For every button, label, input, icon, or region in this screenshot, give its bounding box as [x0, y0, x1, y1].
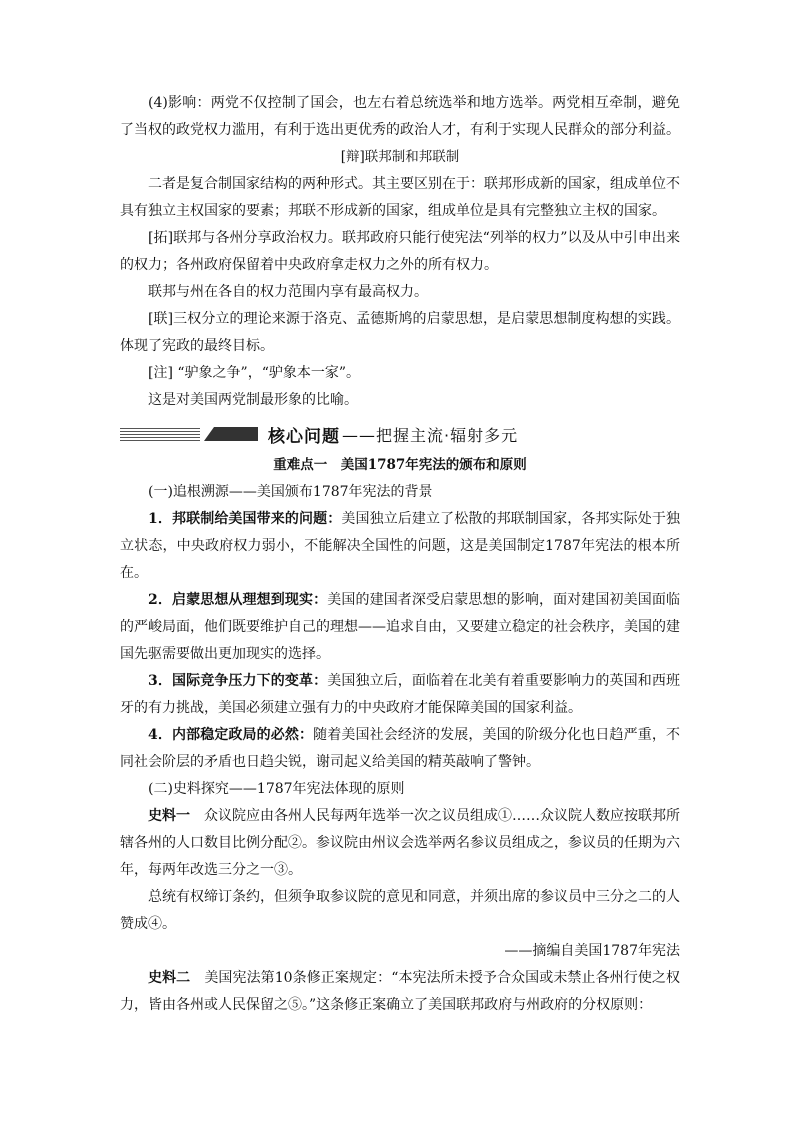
- item-2: [120, 587, 680, 668]
- banner-main-title: 核心问题: [268, 426, 340, 447]
- source-1-citation: ——摘编自美国1787年宪法: [504, 943, 680, 959]
- paragraph-metaphor: 这是对美国两党制最形象的比喻。: [148, 392, 358, 408]
- item-3-body: 美国独立后，面临着在北美有着重要影响力的英国和西班牙的有力挑战，美国必须建立强有力的中央政府才能保障美国的国家利益。: [120, 673, 680, 716]
- paragraph-supreme-power: 联邦与州在各自的权力范围内享有最高权力。: [148, 284, 428, 300]
- banner-slant-decoration: [204, 427, 214, 441]
- paragraph-tuo: [拓]联邦与各州分享政治权力。联邦政府只能行使宪法“列举的权力”以及从中引申出来的权力；各州政府保留着中央政府拿走权力之外的所有权力。: [120, 230, 680, 273]
- item-3-head: 3．国际竞争压力下的变革：: [148, 673, 328, 689]
- item-2-head: 2．启蒙思想从理想到现实：: [148, 592, 328, 608]
- section-title-sources: (二)史料探究——1787年宪法体现的原则: [148, 781, 405, 797]
- key-point-title: 重难点一 美国1787年宪法的颁布和原则: [273, 457, 527, 473]
- paragraph-lian: [联]三权分立的理论来源于洛克、孟德斯鸠的启蒙思想，是启蒙思想制度构想的实践。体现了宪政的最终目标。: [120, 311, 680, 354]
- source-2: [120, 965, 680, 1019]
- item-1-head: 1．邦联制给美国带来的问题：: [148, 511, 342, 527]
- banner-block-decoration: [214, 427, 258, 441]
- item-4: [120, 722, 680, 776]
- source-2-body: 美国宪法第10条修正案规定：“本宪法所未授予合众国或未禁止各州行使之权力，皆由各州或人民保留之⑤。”这条修正案确立了美国联邦政府与州政府的分权原则：: [120, 970, 680, 1013]
- item-3: [120, 668, 680, 722]
- section-heading-bian: [辩]联邦制和邦联制: [340, 149, 460, 165]
- paragraph-federal-vs-confederal: 二者是复合制国家结构的两种形式。其主要区别在于：联邦形成新的国家，组成单位不具有独立主权国家的要素；邦联不形成新的国家，组成单位是具有完整独立主权的国家。: [120, 176, 680, 219]
- item-1-body: 美国独立后建立了松散的邦联制国家，各邦实际处于独立状态，中央政府权力弱小，不能解决全国性的问题，这是美国制定1787年宪法的根本所在。: [120, 511, 680, 581]
- document-page: [120, 90, 680, 1019]
- paragraph-zhu: [注] “驴象之争”，“驴象本一家”。: [148, 365, 361, 381]
- source-1-paragraph-2: 总统有权缔订条约，但须争取参议院的意见和同意，并须出席的参议员中三分之二的人赞成④。: [120, 889, 680, 932]
- source-2-head: 史料二: [148, 970, 205, 986]
- banner-hatch-decoration: [120, 427, 200, 441]
- section-title-background: (一)追根溯源——美国颁布1787年宪法的背景: [148, 484, 433, 500]
- item-1: [120, 506, 680, 587]
- item-4-head: 4．内部稳定政局的必然：: [148, 727, 314, 743]
- core-issue-banner: [120, 418, 680, 450]
- item-2-body: 美国的建国者深受启蒙思想的影响，面对建国初美国面临的严峻局面，他们既要维护自己的理想——追求自由，又要建立稳定的社会秩序，美国的建国先驱需要做出更加现实的选择。: [120, 592, 680, 662]
- banner-subtitle: ——把握主流·辐射多元: [342, 425, 519, 445]
- paragraph-influence: (4)影响：两党不仅控制了国会，也左右着总统选举和地方选举。两党相互牵制，避免了当权的政党权力滥用，有利于选出更优秀的政治人才，有利于实现人民群众的部分利益。: [120, 95, 680, 138]
- source-1-head: 史料一: [148, 808, 204, 824]
- source-1: [120, 803, 680, 884]
- source-1-body: 众议院应由各州人民每两年选举一次之议员组成①……众议院人数应按联邦所辖各州的人口数目比例分配②。参议院由州议会选举两名参议员组成之，参议员的任期为六年，每两年改选三分之一③。: [120, 808, 680, 878]
- item-4-body: 随着美国社会经济的发展，美国的阶级分化也日趋严重，不同社会阶层的矛盾也日趋尖锐，谢司起义给美国的精英敲响了警钟。: [120, 727, 680, 770]
